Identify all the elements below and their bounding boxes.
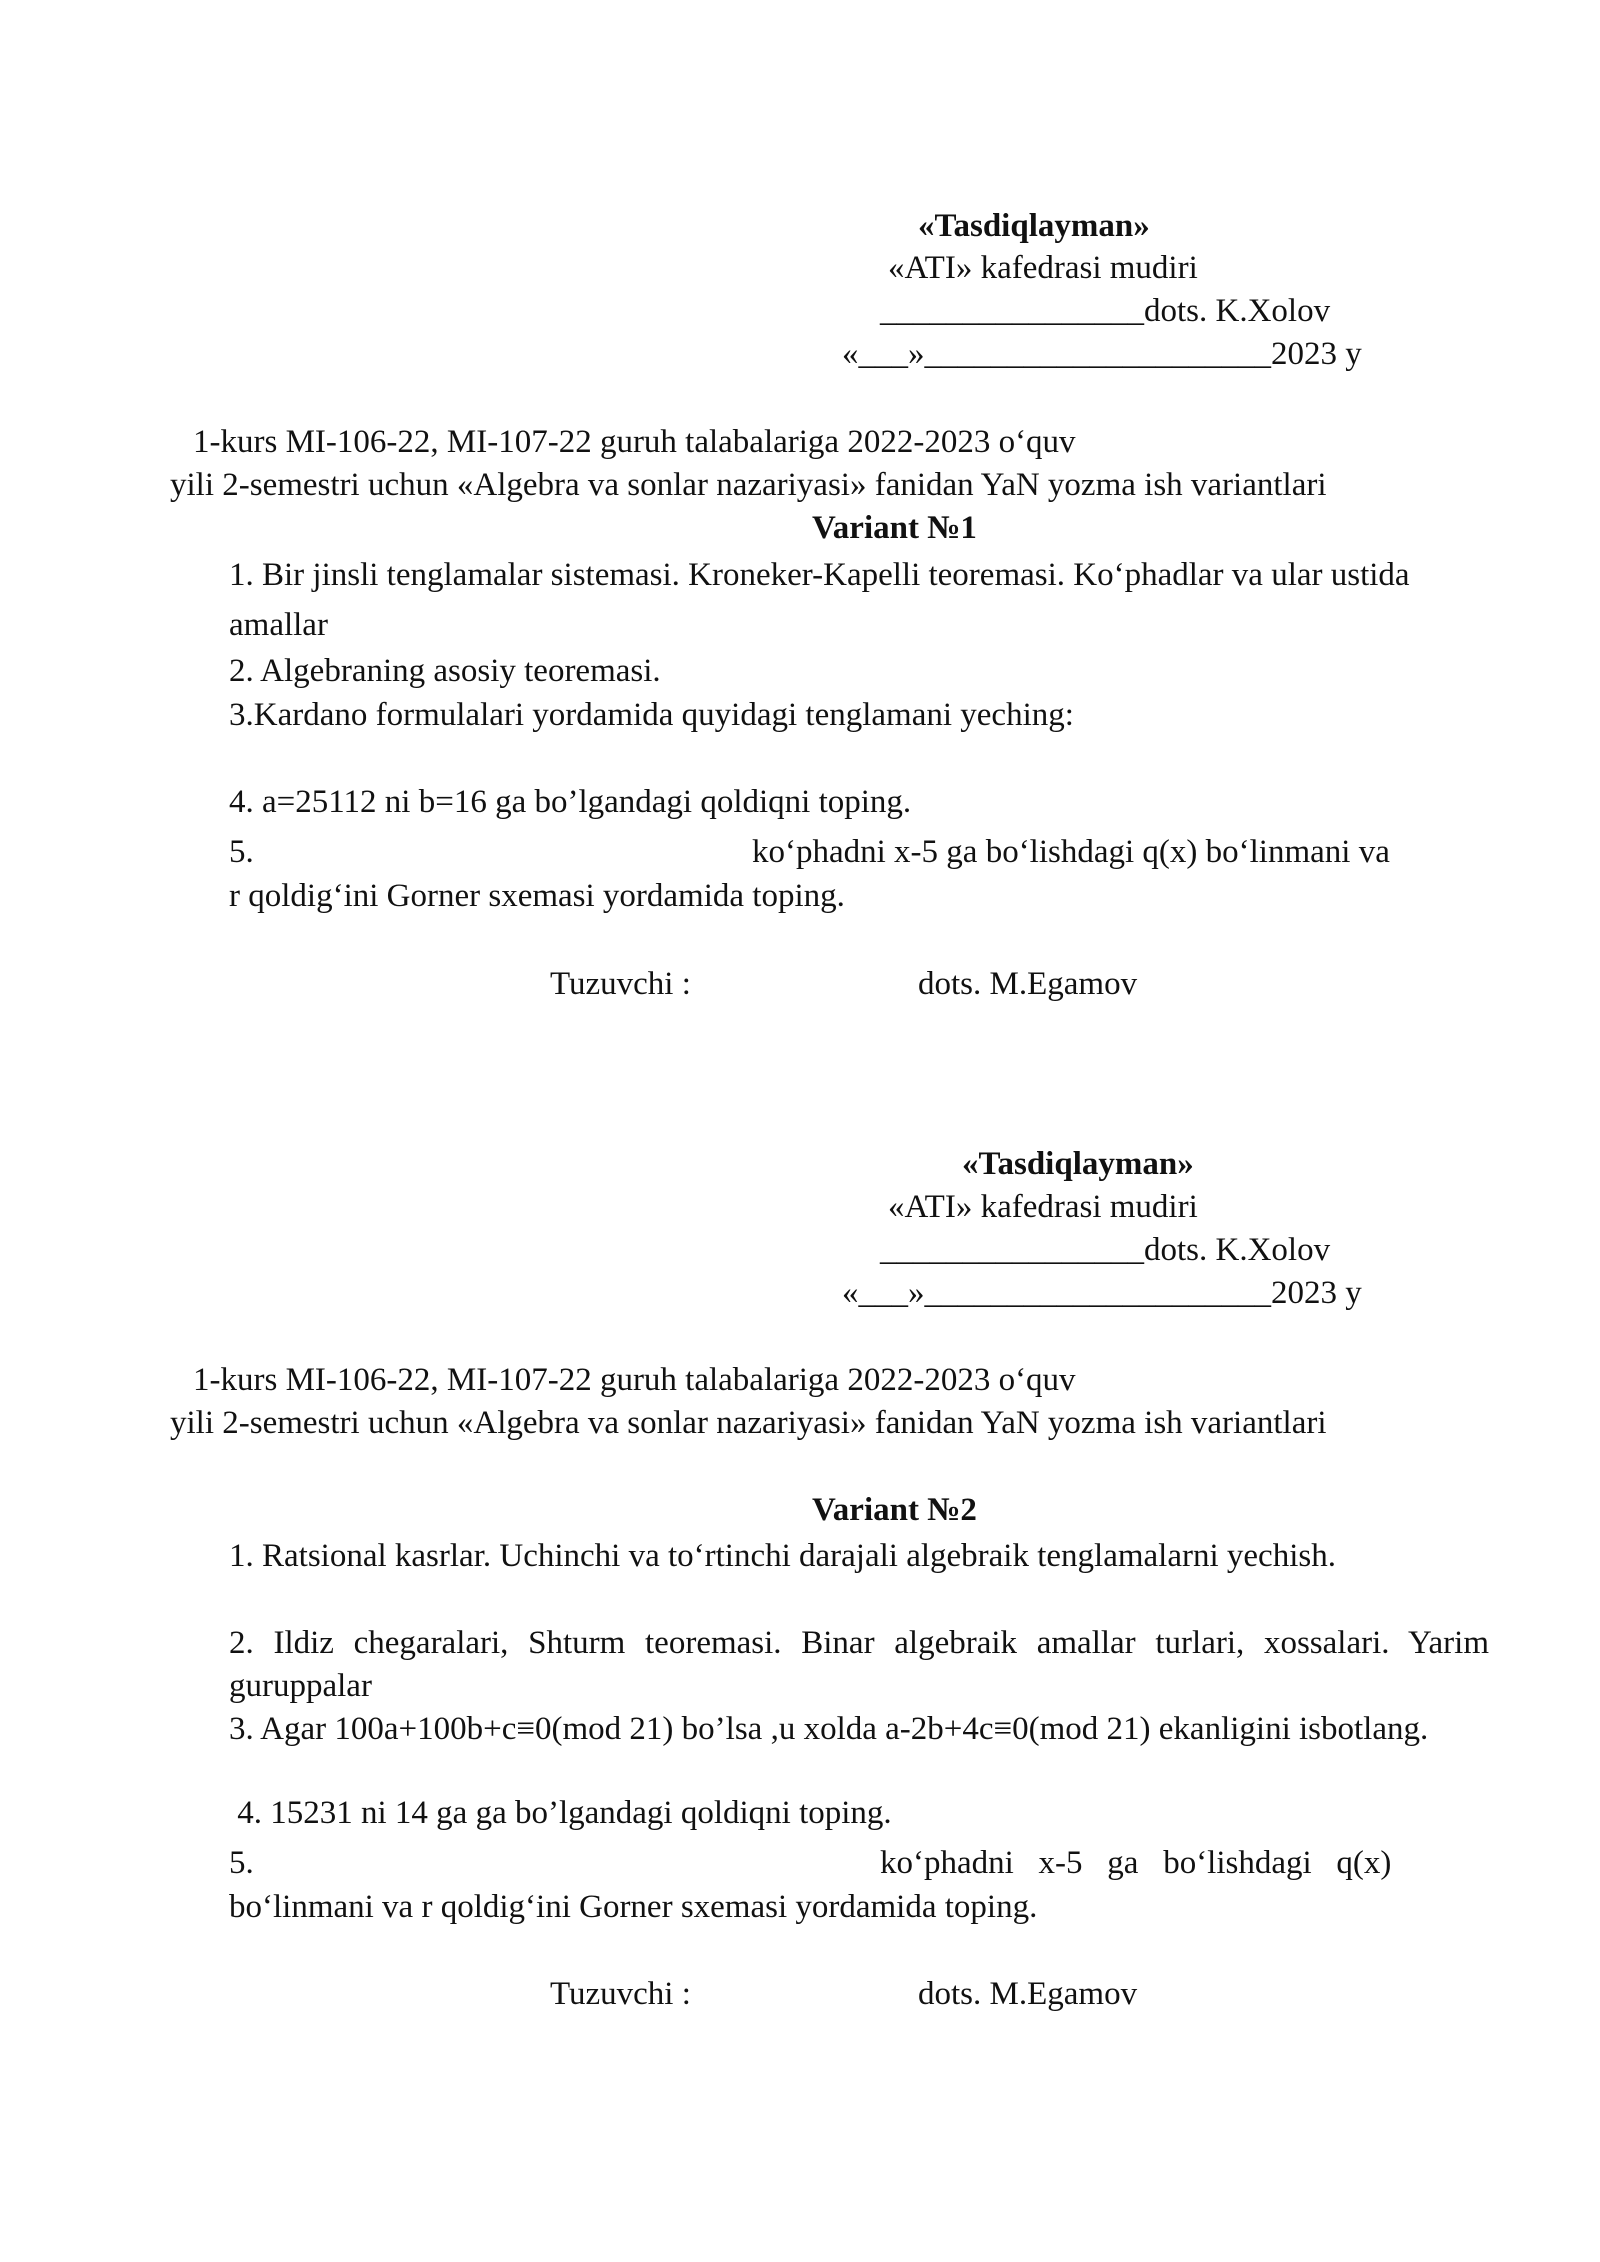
v2-question-4: 4. 15231 ni 14 ga ga bo’lgandagi qoldiqni toping. — [229, 1795, 892, 1831]
heading-line-1-2: 1-kurs MI-106-22, MI-107-22 guruh talabalariga 2022-2023 o‘quv — [193, 1362, 1076, 1398]
approval-date: «___»_____________________2023 y — [842, 336, 1362, 372]
v1-question-2: 2. Algebraning asosiy teoremasi. — [229, 653, 661, 689]
v1-question-5-line-2: r qoldig‘ini Gorner sxemasi yordamida toping. — [229, 878, 845, 914]
v2-question-5-line-2: bo‘linmani va r qoldig‘ini Gorner sxemasi yordamida toping. — [229, 1889, 1038, 1925]
v2-question-3: 3. Agar 100a+100b+c≡0(mod 21) bo’lsa ,u xolda a-2b+4c≡0(mod 21) ekanligini isbotlang. — [229, 1711, 1429, 1747]
v1-author-name: dots. M.Egamov — [918, 966, 1138, 1002]
v2-question-2: 2. Ildiz chegaralari, Shturm teoremasi. Binar algebraik amallar turlari, xossalari. Yarim guruppalar — [229, 1625, 1489, 1704]
v1-author-label: Tuzuvchi : — [550, 966, 691, 1002]
v2-question-5-text: ko‘phadni x-5 ga bo‘lishdagi q(x) — [880, 1845, 1392, 1881]
v1-question-1: 1. Bir jinsli tenglamalar sistemasi. Kroneker-Kapelli teoremasi. Ko‘phadlar va ular ustida amallar — [229, 557, 1410, 643]
v2-question-1: 1. Ratsional kasrlar. Uchinchi va to‘rtinchi darajali algebraik tenglamalarni yechish. — [229, 1538, 1336, 1574]
approval-title-2: «Tasdiqlayman» — [962, 1146, 1194, 1182]
approval-department: «ATI» kafedrasi mudiri — [888, 250, 1198, 286]
v1-question-4: 4. a=25112 ni b=16 ga bo’lgandagi qoldiqni toping. — [229, 784, 912, 820]
heading-line-1: 1-kurs MI-106-22, MI-107-22 guruh talabalariga 2022-2023 o‘quv — [193, 424, 1076, 460]
v1-question-3: 3.Kardano formulalari yordamida quyidagi tenglamani yeching: — [229, 697, 1074, 733]
heading-line-2: yili 2-semestri uchun «Algebra va sonlar nazariyasi» fanidan YaN yozma ish variantlari — [170, 467, 1327, 503]
v1-question-5-number: 5. — [229, 834, 254, 870]
v2-author-label: Tuzuvchi : — [550, 1976, 691, 2012]
v2-question-5-number: 5. — [229, 1845, 254, 1881]
approval-date-2: «___»_____________________2023 y — [842, 1275, 1362, 1311]
v1-question-5-text: ko‘phadni x-5 ga bo‘lishdagi q(x) bo‘linmani va — [752, 834, 1390, 870]
approval-department-2: «ATI» kafedrasi mudiri — [888, 1189, 1198, 1225]
variant-1-title: Variant №1 — [812, 510, 977, 546]
v2-author-name: dots. M.Egamov — [918, 1976, 1138, 2012]
approval-signature: ________________dots. K.Xolov — [880, 293, 1331, 329]
approval-title: «Tasdiqlayman» — [918, 208, 1150, 244]
variant-2-title: Variant №2 — [812, 1492, 977, 1528]
approval-signature-2: ________________dots. K.Xolov — [880, 1232, 1331, 1268]
heading-line-2-2: yili 2-semestri uchun «Algebra va sonlar nazariyasi» fanidan YaN yozma ish variantlari — [170, 1405, 1327, 1441]
